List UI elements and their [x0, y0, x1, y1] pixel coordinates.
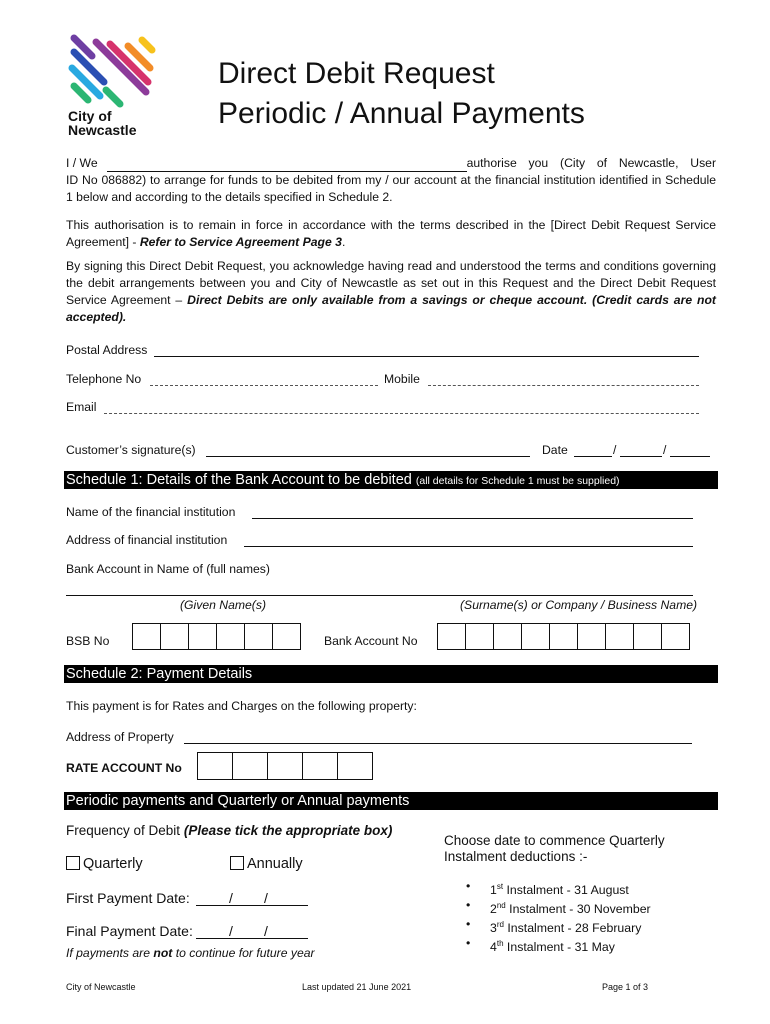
institution-address-field[interactable] — [244, 533, 693, 547]
given-name-caption: (Given Name(s) — [180, 598, 267, 612]
footer-right: Page 1 of 3 — [602, 982, 649, 992]
list-item: • 4th Instalment - 31 May — [466, 936, 651, 955]
telephone-field[interactable] — [150, 372, 378, 386]
schedule2-heading: Schedule 2: Payment Details — [64, 665, 718, 683]
title-line1: Direct Debit Request — [218, 57, 495, 90]
name-input-line[interactable] — [107, 159, 467, 172]
authorisation-paragraph: This authorisation is to remain in force in accordance with the terms described in the [Direct Debit Request Service Agreement] - Refer to Service Agreement Page 3. — [66, 218, 716, 249]
signature-label: Customer’s signature(s) — [66, 443, 196, 457]
final-payment-label: Final Payment Date: — [66, 923, 193, 939]
intro-after-blank: authorise you (City of Newcastle, User — [466, 156, 716, 170]
title-line2: Periodic / Annual Payments — [218, 97, 585, 130]
logo-text-line1: City of — [68, 108, 112, 124]
property-address-label: Address of Property — [66, 730, 174, 744]
instalment-list — [466, 879, 651, 955]
account-name-field[interactable] — [66, 582, 693, 596]
city-logo — [66, 32, 156, 138]
commence-title: Choose date to commence Quarterly Instalment deductions :- — [444, 833, 665, 864]
postal-address-field[interactable] — [154, 343, 699, 357]
account-no-label: Bank Account No — [324, 634, 418, 648]
institution-field[interactable] — [252, 505, 693, 519]
payment-for-text: This payment is for Rates and Charges on the following property: — [66, 699, 417, 713]
surname-caption: (Surname(s) or Company / Business Name) — [460, 598, 698, 612]
quarterly-checkbox[interactable] — [66, 856, 80, 870]
mobile-field[interactable] — [428, 372, 699, 386]
date-year-field[interactable] — [670, 443, 710, 457]
rate-account-label: RATE ACCOUNT No — [66, 761, 182, 775]
footer-left: City of Newcastle — [66, 982, 136, 992]
bsb-label: BSB No — [66, 634, 110, 648]
postal-address-label: Postal Address — [66, 343, 148, 357]
schedule1-heading: Schedule 1: Details of the Bank Account to be debited (all details for Schedule 1 must be supplied) — [64, 471, 718, 489]
date-slash-2: / — [663, 443, 667, 457]
first-payment-label: First Payment Date: — [66, 890, 190, 906]
list-item: • 2nd Instalment - 30 November — [466, 898, 651, 917]
intro-paragraph — [66, 155, 716, 206]
first-payment-date-field[interactable]: / / — [196, 890, 308, 906]
date-day-field[interactable] — [574, 443, 612, 457]
future-year-note: If payments are not to continue for future year — [66, 946, 315, 960]
date-month-field[interactable] — [620, 443, 662, 457]
footer-center: Last updated 21 June 2021 — [302, 982, 412, 992]
institution-label: Name of the financial institution — [66, 505, 236, 519]
email-label: Email — [66, 400, 97, 414]
signature-field[interactable] — [206, 443, 530, 457]
intro-prefix: I / We — [66, 156, 98, 170]
email-field[interactable] — [104, 400, 699, 414]
annually-checkbox[interactable] — [230, 856, 244, 870]
logo-mark-icon — [66, 32, 156, 110]
date-slash-1: / — [613, 443, 617, 457]
account-name-label: Bank Account in Name of (full names) — [66, 562, 270, 576]
logo-text-line2: Newcastle — [68, 122, 137, 138]
list-item: • 1st Instalment - 31 August — [466, 879, 651, 898]
final-payment-date-field[interactable]: / / — [196, 923, 308, 939]
bsb-input-boxes[interactable] — [132, 623, 300, 650]
page-title — [218, 54, 585, 134]
date-label: Date — [542, 443, 568, 457]
list-item: • 3rd Instalment - 28 February — [466, 917, 651, 936]
rate-account-input-boxes[interactable] — [197, 752, 372, 780]
account-no-input-boxes[interactable] — [437, 623, 689, 650]
signing-paragraph: By signing this Direct Debit Request, you acknowledge having read and understood the terms and conditions governing the debit arrangements between you and City of Newcastle as set out in this Request and the Direct Debit Request Service Agreement – Direct Debits are only available from a savings or cheque account. (Credit cards are not accepted). — [66, 259, 716, 324]
quarterly-option[interactable]: Quarterly — [66, 856, 143, 872]
telephone-label: Telephone No — [66, 372, 142, 386]
periodic-heading: Periodic payments and Quarterly or Annual payments — [64, 792, 718, 810]
institution-address-label: Address of financial institution — [66, 533, 228, 547]
intro-rest: ID No 086882) to arrange for funds to be debited from my / our account at the financial institution identified in Schedule 1 below and according to the details specified in Schedule 2. — [66, 173, 716, 204]
property-address-field[interactable] — [184, 730, 692, 744]
annually-option[interactable]: Annually — [230, 856, 303, 872]
frequency-label: Frequency of Debit (Please tick the appropriate box) — [66, 823, 393, 838]
mobile-label: Mobile — [384, 372, 420, 386]
schedule1-note: (all details for Schedule 1 must be supplied) — [415, 475, 620, 487]
